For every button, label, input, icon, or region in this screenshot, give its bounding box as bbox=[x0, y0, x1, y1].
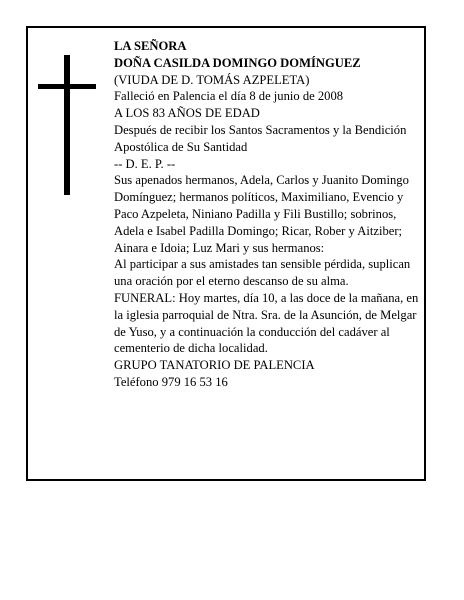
funeral-details: FUNERAL: Hoy martes, día 10, a las doce de la mañana, en la iglesia parroquial de Ntra. Sra. de la Asunción, de Melgar de Yuso, y a continuación la conducción del cadáver al cementerio de dicha localidad. bbox=[114, 290, 419, 356]
age-at-death: A LOS 83 AÑOS DE EDAD bbox=[114, 106, 260, 121]
rip-text: -- D. E. P. -- bbox=[114, 156, 176, 171]
prayer-request: Al participar a sus amistades tan sensible pérdida, suplican una oración por el eterno descanso de su alma. bbox=[114, 257, 411, 289]
family-text: Sus apenados hermanos, Adela, Carlos y Juanito Domingo Domínguez; hermanos políticos, Maximiliano, Evencio y Paco Azpeleta, Niniano Padilla y Fili Bustillo; sobrinos, Adela e Isabel Padilla Domingo; Ricar, Rober y Aitziber; Ainara e Idoia; Luz Mari y sus hermanos: bbox=[114, 173, 409, 255]
phone-number: Teléfono 979 16 53 16 bbox=[114, 374, 228, 389]
cross-vertical-bar bbox=[64, 55, 70, 195]
sacraments-text: Después de recibir los Santos Sacramentos y la Bendición Apostólica de Su Santidad bbox=[114, 122, 407, 154]
obituary-text bbox=[114, 38, 422, 391]
deceased-name: DOÑA CASILDA DOMINGO DOMÍNGUEZ bbox=[114, 55, 361, 70]
notice-title: LA SEÑORA bbox=[114, 39, 187, 53]
cross-horizontal-bar bbox=[38, 84, 96, 89]
death-date: Falleció en Palencia el día 8 de junio de 2008 bbox=[114, 89, 344, 104]
widow-of: (VIUDA DE D. TOMÁS AZPELETA) bbox=[114, 72, 310, 87]
funeral-home: GRUPO TANATORIO DE PALENCIA bbox=[114, 358, 315, 373]
